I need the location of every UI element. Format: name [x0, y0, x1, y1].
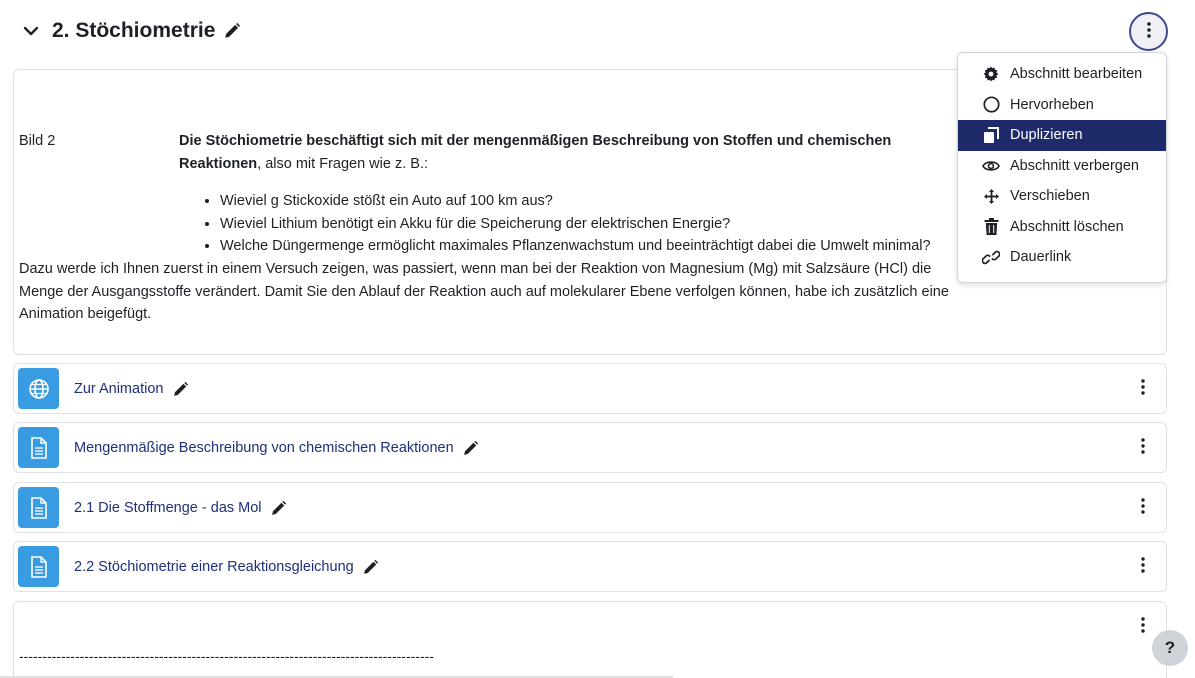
- menu-item-label: Abschnitt bearbeiten: [1010, 66, 1143, 83]
- activity-row: [13, 541, 1167, 592]
- section-actions-button[interactable]: [1129, 12, 1168, 51]
- image-label: Bild 2: [19, 133, 56, 149]
- intro-text: [179, 130, 959, 176]
- menu-item-move[interactable]: [958, 181, 1166, 212]
- page-icon: [18, 487, 59, 528]
- kebab-icon[interactable]: [1134, 616, 1152, 634]
- pencil-icon[interactable]: [171, 380, 189, 398]
- activity-row: [13, 363, 1167, 414]
- kebab-icon[interactable]: [1134, 378, 1152, 396]
- kebab-icon[interactable]: [1134, 556, 1152, 574]
- summary-row: [19, 130, 959, 176]
- pencil-icon[interactable]: [362, 558, 380, 576]
- menu-item-label: Duplizieren: [1010, 127, 1083, 144]
- menu-item-label: Dauerlink: [1010, 249, 1072, 266]
- menu-item-label: Abschnitt verbergen: [1010, 157, 1139, 174]
- dashed-separator: -----------------------------------------------------------------------------------------: [19, 648, 434, 664]
- section-actions-menu: [957, 52, 1167, 283]
- menu-item-hide-section[interactable]: [958, 151, 1166, 182]
- circle-icon: [982, 96, 1000, 114]
- pencil-icon[interactable]: [223, 22, 241, 40]
- section-header: [20, 14, 241, 48]
- menu-item-label: Hervorheben: [1010, 96, 1094, 113]
- intro-rest: , also mit Fragen wie z. B.:: [257, 156, 429, 172]
- activity-title[interactable]: Zur Animation: [74, 381, 164, 397]
- chevron-down-icon[interactable]: [20, 20, 42, 42]
- globe-icon: [18, 368, 59, 409]
- help-button[interactable]: ?: [1152, 630, 1188, 666]
- list-item: • Wieviel Lithium benötigt ein Akku für die Speicherung der elektrischen Energie?: [220, 213, 966, 236]
- summary-paragraph: Dazu werde ich Ihnen zuerst in einem Versuch zeigen, was passiert, wenn man bei der Reaktion von Magnesium (Mg) mit Salzsäure (HCl) die Menge der Ausgangsstoffe verändert. Damit Sie den Ablauf der Reaktion auch auf molekularer Ebene verfolgen können, habe ich zusätzlich eine Animation beigefügt.: [19, 261, 949, 322]
- page-icon: [18, 427, 59, 468]
- menu-item-label: Abschnitt löschen: [1010, 218, 1124, 235]
- menu-item-duplicate[interactable]: [958, 120, 1166, 151]
- link-icon: [982, 248, 1000, 266]
- activity-title[interactable]: 2.1 Die Stoffmenge - das Mol: [74, 500, 262, 516]
- activity-title[interactable]: 2.2 Stöchiometrie einer Reaktionsgleichung: [74, 559, 354, 575]
- gear-icon: [982, 65, 1000, 83]
- label-activity: [13, 601, 1167, 678]
- activity-row: [13, 482, 1167, 533]
- move-icon: [982, 187, 1000, 205]
- menu-item-edit-section[interactable]: [958, 59, 1166, 90]
- menu-item-delete-section[interactable]: [958, 212, 1166, 243]
- kebab-icon[interactable]: [1134, 437, 1152, 455]
- pencil-icon[interactable]: [462, 439, 480, 457]
- eye-icon: [982, 157, 1000, 175]
- kebab-icon[interactable]: [1134, 497, 1152, 515]
- activity-link[interactable]: [74, 558, 380, 576]
- activity-link[interactable]: [74, 380, 189, 398]
- question-list: [206, 190, 966, 258]
- kebab-icon: [1147, 22, 1151, 42]
- activity-link[interactable]: [74, 499, 288, 517]
- copy-icon: [982, 126, 1000, 144]
- pencil-icon[interactable]: [270, 499, 288, 517]
- activity-link[interactable]: [74, 439, 480, 457]
- menu-item-label: Verschieben: [1010, 188, 1090, 205]
- activity-row: [13, 422, 1167, 473]
- menu-item-highlight[interactable]: [958, 90, 1166, 121]
- section-title: 2. Stöchiometrie: [52, 19, 216, 42]
- list-item: • Welche Düngermenge ermöglicht maximales Pflanzenwachstum und beeinträchtigt dabei die Umwelt minimal?: [220, 235, 966, 258]
- trash-icon: [982, 218, 1000, 236]
- list-item: • Wieviel g Stickoxide stößt ein Auto auf 100 km aus?: [220, 190, 966, 213]
- activity-title[interactable]: Mengenmäßige Beschreibung von chemischen Reaktionen: [74, 440, 454, 456]
- page-icon: [18, 546, 59, 587]
- menu-item-permalink[interactable]: [958, 242, 1166, 273]
- intro-bold: Die Stöchiometrie beschäftigt sich mit der mengenmäßigen Beschreibung von Stoffen und chemischen Reaktionen: [179, 133, 892, 172]
